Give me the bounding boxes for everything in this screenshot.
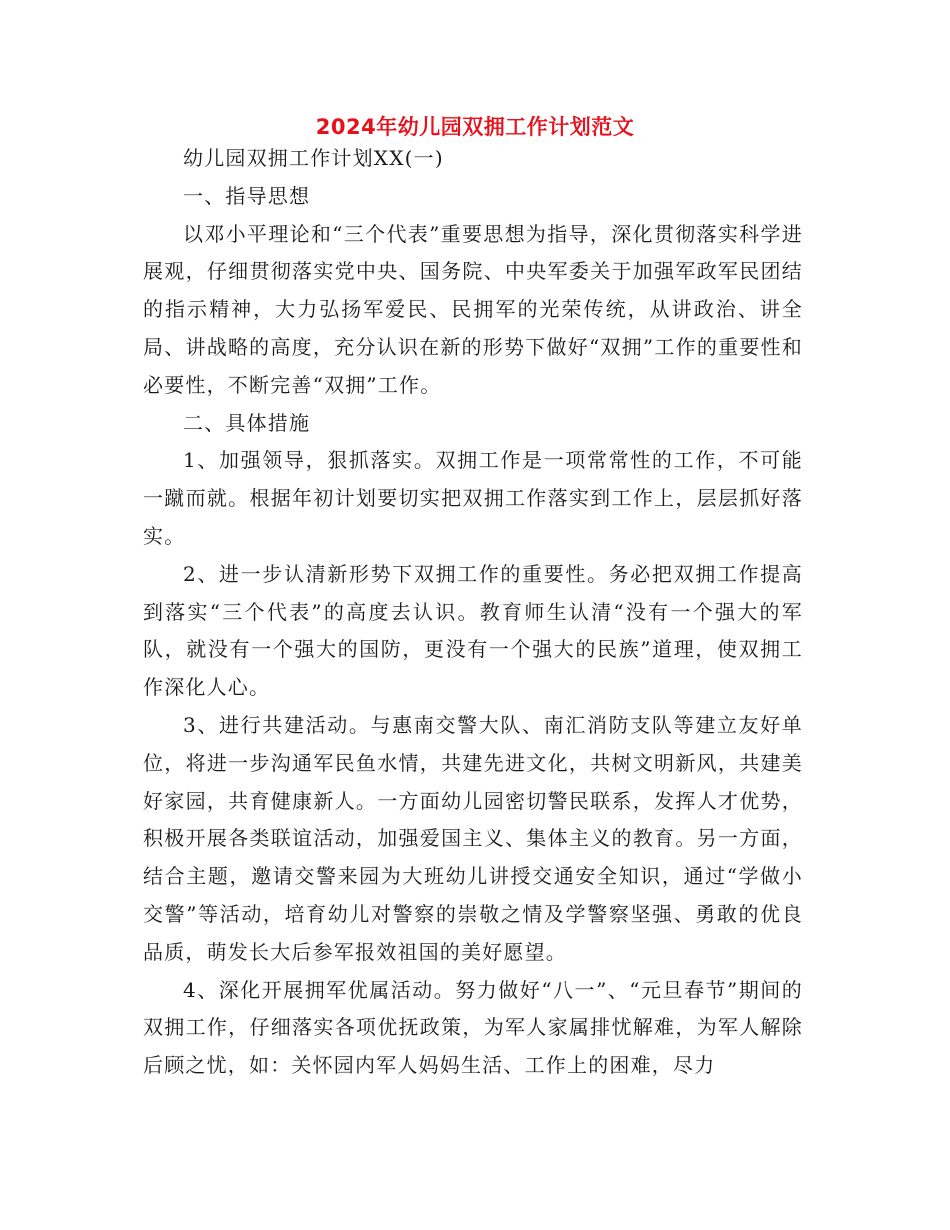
paragraph-heading-1: 一、指导思想	[183, 183, 311, 208]
document-title: 2024年幼儿园双拥工作计划范文	[315, 115, 635, 139]
paragraph: 2、进一步认清新形势下双拥工作的重要性。务必把双拥工作提高到落实“三个代表”的高度去认识。教育师生认清“没有一个强大的军队，就没有一个强大的国防，更没有一个强大的民族”道理，使双拥工作深化人心。	[143, 561, 803, 700]
paragraph-subtitle: 幼儿园双拥工作计划XX(一)	[183, 146, 444, 170]
paragraph: 以邓小平理论和“三个代表”重要思想为指导，深化贯彻落实科学进展观，仔细贯彻落实党中央、国务院、中央军委关于加强军政军民团结的指示精神，大力弘扬军爱民、民拥军的光荣传统，从讲政治、讲全局、讲战略的高度，充分认识在新的形势下做好“双拥”工作的重要性和必要性，不断完善“双拥”工作。	[143, 221, 803, 397]
paragraph: 3、进行共建活动。与惠南交警大队、南汇消防支队等建立友好单位，将进一步沟通军民鱼水情，共建先进文化，共树文明新风，共建美好家园，共育健康新人。一方面幼儿园密切警民联系，发挥人才优势，积极开展各类联谊活动，加强爱国主义、集体主义的教育。另一方面，结合主题，邀请交警来园为大班幼儿讲授交通安全知识，通过“学做小交警”等活动，培育幼儿对警察的崇敬之情及学警察坚强、勇敢的优良品质，萌发长大后参军报效祖国的美好愿望。	[143, 712, 803, 964]
document-body	[143, 140, 803, 1085]
paragraph: 4、深化开展拥军优属活动。努力做好“八一”、“元旦春节”期间的双拥工作，仔细落实各项优抚政策，为军人家属排忧解难，为军人解除后顾之忧，如：关怀园内军人妈妈生活、工作上的困难，尽力	[143, 977, 803, 1078]
paragraph: 1、加强领导，狠抓落实。双拥工作是一项常常性的工作，不可能一蹴而就。根据年初计划要切实把双拥工作落实到工作上，层层抓好落实。	[143, 448, 803, 548]
paragraph-heading-2: 二、具体措施	[183, 410, 311, 435]
